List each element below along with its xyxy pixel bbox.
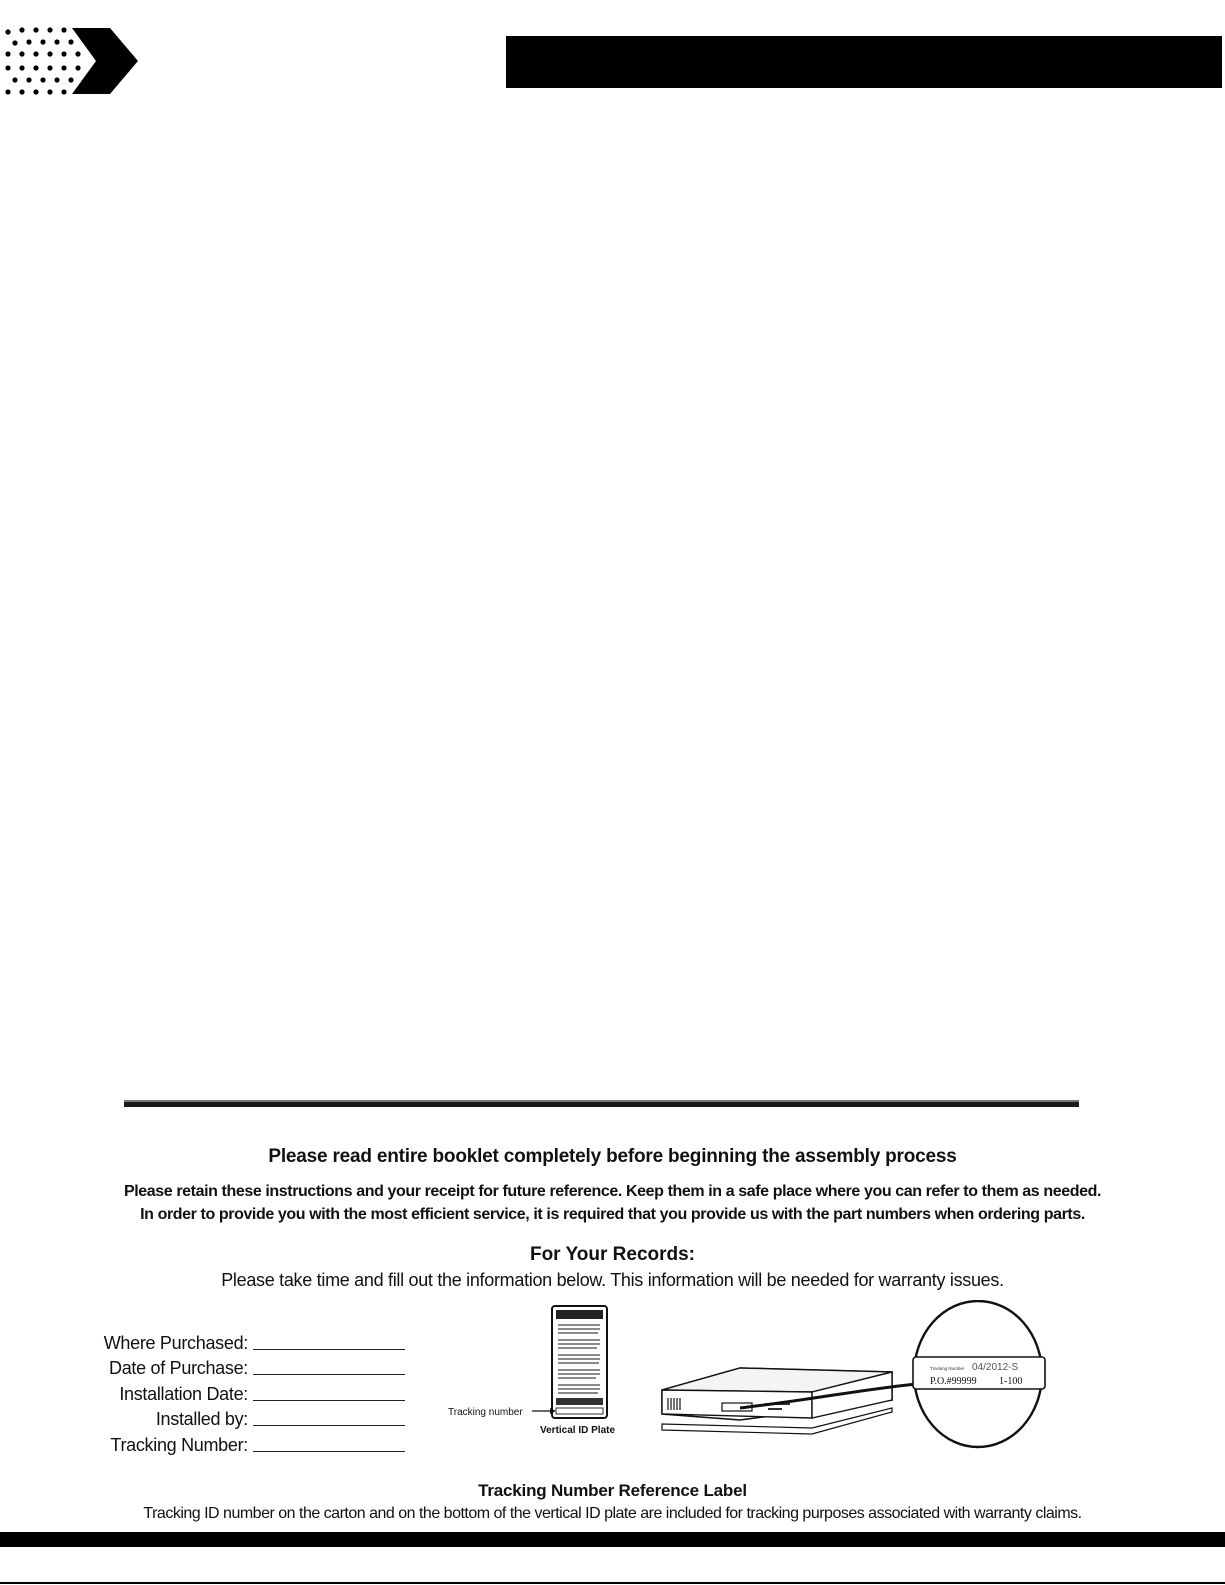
header-bar: [506, 36, 1222, 88]
form-row-tracking-number: [100, 1430, 410, 1456]
form-row-date-of-purchase: [100, 1354, 410, 1380]
form-row-installation-date: [100, 1379, 410, 1405]
label-po-number: P.O.#99999: [930, 1376, 977, 1387]
installed-by-label: Installed by:: [155, 1409, 248, 1429]
date-of-purchase-label: Date of Purchase:: [109, 1358, 248, 1378]
footer-bar: [0, 1532, 1225, 1547]
where-purchased-label: Where Purchased:: [103, 1332, 248, 1353]
reference-label-text: Tracking ID number on the carton and on the bottom of the vertical ID plate are included for tracking purposes associated with warranty claims.: [143, 1505, 1082, 1522]
carton-box: [662, 1368, 892, 1434]
installation-date-label: Installation Date:: [119, 1383, 248, 1404]
dotted-chevron-arrow-icon: [0, 22, 140, 100]
records-form: [100, 1328, 410, 1456]
read-booklet-headline: Please read entire booklet completely before beginning the assembly process: [268, 1146, 957, 1167]
retain-instructions: [0, 1180, 1225, 1226]
label-tracking-value: 04/2012-S: [972, 1362, 1019, 1373]
vertical-id-plate: [552, 1306, 607, 1418]
date-of-purchase-field[interactable]: [253, 1374, 405, 1375]
installation-date-field[interactable]: [253, 1400, 405, 1401]
retain-line-2: In order to provide you with the most efficient service, it is required that you provide us with the part numbers when ordering parts.: [140, 1206, 1085, 1223]
tracking-number-label: Tracking Number:: [110, 1434, 248, 1455]
records-subtitle: Please take time and fill out the information below. This information will be needed for warranty issues.: [221, 1270, 1004, 1290]
magnified-tracking-label: [913, 1301, 1045, 1447]
tracking-label-illustration: [440, 1300, 1060, 1460]
reference-label-title: Tracking Number Reference Label: [478, 1481, 747, 1500]
footer-line: [0, 1582, 1225, 1584]
tracking-number-field[interactable]: [253, 1451, 405, 1452]
form-row-installed-by: [100, 1405, 410, 1431]
where-purchased-field[interactable]: [253, 1349, 405, 1350]
label-count: 1-100: [999, 1376, 1023, 1387]
records-title: For Your Records:: [529, 1244, 696, 1265]
tracking-number-pointer-label: Tracking number: [448, 1407, 523, 1418]
vertical-id-plate-caption: Vertical ID Plate: [540, 1425, 616, 1436]
retain-line-1: Please retain these instructions and your receipt for future reference. Keep them in a safe place where you can refer to them as needed.: [123, 1183, 1102, 1200]
installed-by-field[interactable]: [253, 1425, 405, 1426]
label-tracking-small-text: Tracking Number: [930, 1366, 965, 1371]
section-divider: [124, 1100, 1079, 1107]
form-row-where-purchased: [100, 1328, 410, 1354]
